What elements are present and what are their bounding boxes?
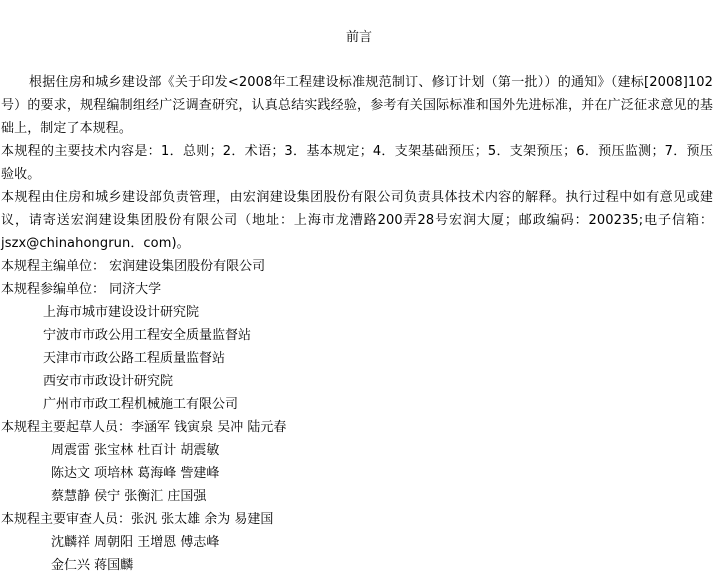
participating-unit: 宁波市市政公用工程安全质量监督站 [43, 328, 252, 343]
participating-unit: 广州市市政工程机械施工有限公司 [43, 397, 239, 412]
chief-editor-unit: 本规程主编单位： 宏润建设集团股份有限公司 [1, 259, 266, 274]
drafters-first-line: 本规程主要起草人员：李涵军 钱寅泉 吴冲 陆元春 [1, 420, 287, 435]
drafters-line: 周震雷 张宝林 杜百计 胡震敏 [51, 443, 220, 458]
paragraph-technical-content: 本规程的主要技术内容是：1．总则；2．术语；3．基本规定；4．支架基础预压；5．支架预压；6．预压监测；7．预压验收。 [1, 144, 713, 182]
participating-unit: 西安市市政设计研究院 [43, 374, 174, 389]
drafters-line: 陈达文 项培林 葛海峰 訾建峰 [51, 466, 220, 481]
paragraph-basis: 根据住房和城乡建设部《关于印发<2008年工程建设标准规范制订、修订计划（第一批））的通知》（建标[2008]102号）的要求，规程编制组经广泛调查研究，认真总结实践经验，参考有关国际标准和国外先进标准，并在广泛征求意见的基础上，制定了本规程。 [1, 75, 713, 136]
reviewers-line: 沈麟祥 周朝阳 王增恩 傅志峰 [51, 535, 220, 550]
participating-unit-first: 本规程参编单位： 同济大学 [1, 282, 162, 297]
paragraph-management: 本规程由住房和城乡建设部负责管理，由宏润建设集团股份有限公司负责具体技术内容的解释。执行过程中如有意见或建议，请寄送宏润建设集团股份有限公司（地址：上海市龙漕路200弄28号宏润大厦；邮政编码：200235;电子信箱：jszx@chinahongrun．com)。 [1, 190, 713, 251]
participating-unit: 天津市市政公路工程质量监督站 [43, 351, 226, 366]
reviewers-line: 金仁兴 蒋国麟 [51, 558, 134, 573]
drafters-line: 蔡慧静 侯宁 张衡汇 庄国强 [51, 489, 207, 504]
document-body [1, 71, 713, 577]
participating-unit: 上海市城市建设设计研究院 [43, 305, 200, 320]
document-title: 前言 [345, 30, 372, 45]
reviewers-first-line: 本规程主要审查人员：张汎 张太雄 余为 易建国 [1, 512, 274, 527]
